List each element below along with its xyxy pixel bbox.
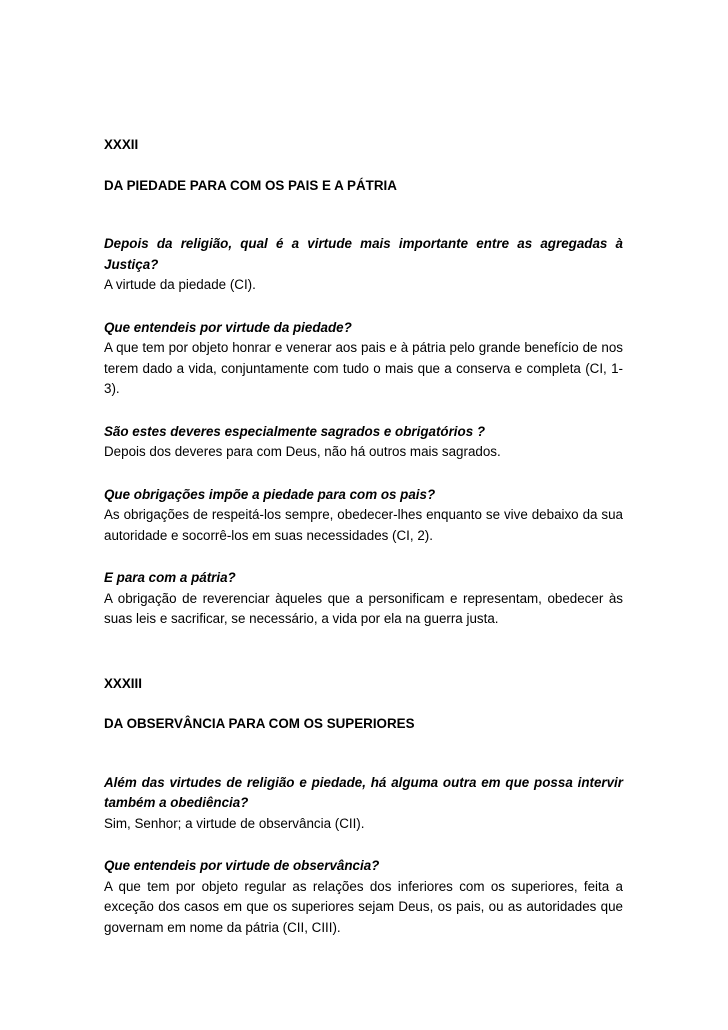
chapter-title: DA PIEDADE PARA COM OS PAIS E A PÁTRIA (104, 177, 397, 193)
chapter-number: XXXII (104, 137, 139, 152)
qa-item (104, 485, 623, 547)
answer-text: Sim, Senhor; a virtude de observância (CII). (104, 815, 365, 831)
document-page (104, 135, 623, 960)
answer-text: A que tem por objeto honrar e venerar aos pais e à pátria pelo grande benefício de nos terem dado a vida, conjuntamente com tudo o mais que a conserva e completa (CI, 1-3). (104, 340, 623, 396)
question-text: Que obrigações impõe a piedade para com os pais? (104, 486, 436, 502)
qa-item (104, 422, 623, 463)
question-text: Além das virtudes de religião e piedade, há alguma outra em que possa intervir também a obediência? (104, 774, 623, 810)
question-text: São estes deveres especialmente sagrados e obrigatórios ? (104, 423, 486, 439)
answer-text: Depois dos deveres para com Deus, não há outros mais sagrados. (104, 444, 501, 459)
qa-item (104, 318, 623, 400)
question-text: Depois da religião, qual é a virtude mais importante entre as agregadas à Justiça? (104, 236, 623, 272)
section-xxxii (104, 135, 623, 630)
question-text: Que entendeis por virtude da piedade? (104, 319, 352, 335)
question-text: E para com a pátria? (104, 570, 236, 585)
qa-item (104, 773, 623, 835)
qa-item (104, 856, 623, 938)
answer-text: A que tem por objeto regular as relações dos inferiores com os superiores, feita a exceção dos casos em que os superiores sejam Deus, os pais, ou as autoridades que governam em nome da pátria (CII, CIII). (104, 878, 623, 935)
question-text: Que entendeis por virtude de observância? (104, 858, 380, 873)
chapter-number: XXXIII (104, 675, 142, 691)
chapter-title: DA OBSERVÂNCIA PARA COM OS SUPERIORES (104, 716, 415, 731)
answer-text: As obrigações de respeitá-los sempre, obedecer-lhes enquanto se vive debaixo da sua autoridade e socorrê-los em suas necessidades (CI, 2). (104, 507, 623, 543)
qa-item (104, 568, 623, 630)
answer-text: A obrigação de reverenciar àqueles que a personificam e representam, obedecer às suas leis e sacrificar, se necessário, a vida por ela na guerra justa. (104, 590, 623, 626)
answer-text: A virtude da piedade (CI). (104, 277, 256, 292)
qa-item (104, 234, 623, 296)
section-xxxiii (104, 674, 623, 939)
